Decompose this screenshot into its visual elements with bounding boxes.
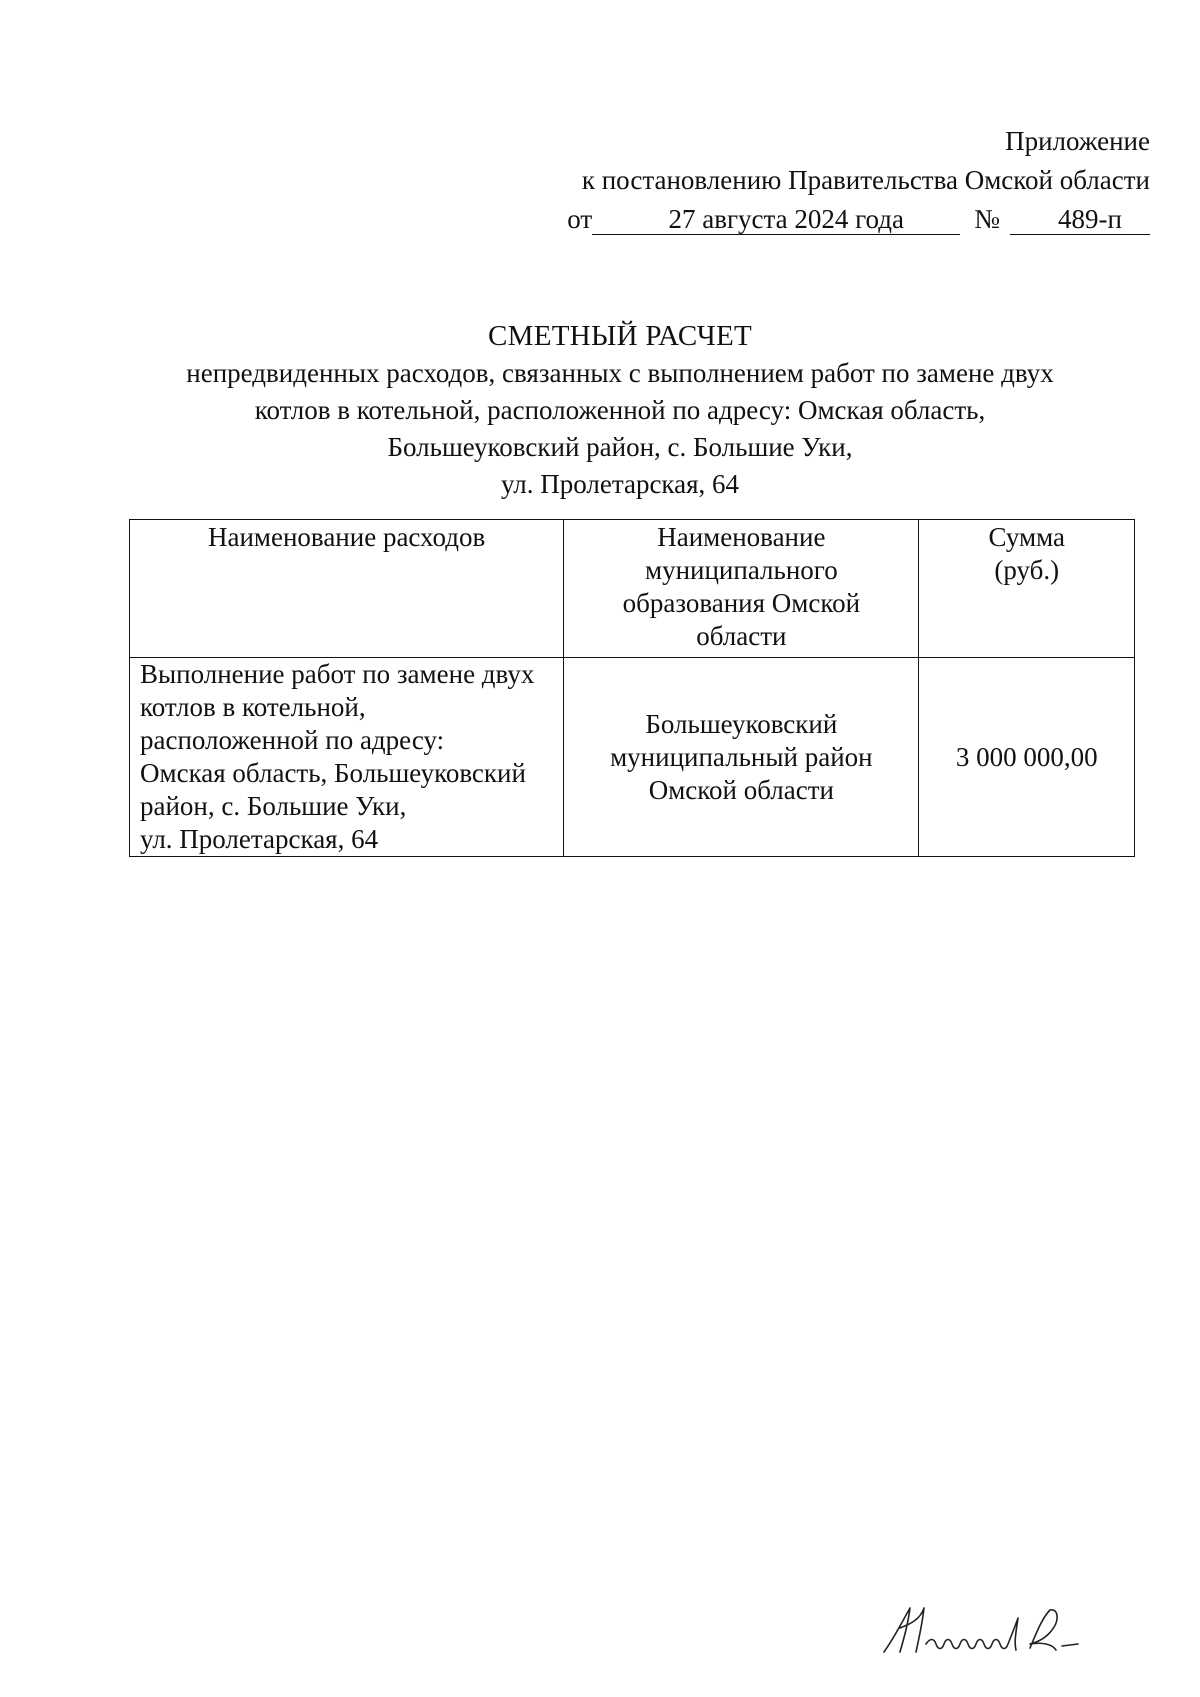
resolution-date: 27 августа 2024 года — [592, 204, 960, 235]
estimate-table — [129, 519, 1135, 857]
appendix-reference: к постановлению Правительства Омской области — [581, 165, 1150, 195]
table-header-row — [130, 520, 1135, 658]
header-municipality: Наименование муниципального образования Омской области — [564, 520, 919, 658]
heading-line: Большеуковский район, с. Большие Уки, — [387, 432, 853, 462]
number-sign: № — [974, 204, 1000, 234]
document-heading — [120, 318, 1120, 503]
appendix-header — [430, 122, 1150, 239]
table-row — [130, 658, 1135, 857]
handwritten-signature — [880, 1598, 1080, 1658]
municipality-cell: Большеуковский муниципальный район Омской области — [564, 658, 919, 857]
amount-cell: 3 000 000,00 — [919, 658, 1135, 857]
from-label: от — [567, 204, 593, 234]
document-title: СМЕТНЫЙ РАСЧЕТ — [488, 320, 752, 352]
expense-cell: Выполнение работ по замене двух котлов в котельной, расположенной по адресу: Омская область, Большеуковский район, с. Большие Уки, ул. Пролетарская, 64 — [130, 658, 564, 857]
header-expense-name: Наименование расходов — [130, 520, 564, 658]
heading-line: ул. Пролетарская, 64 — [500, 469, 740, 499]
appendix-title: Приложение — [1005, 126, 1150, 156]
header-amount: Сумма (руб.) — [919, 520, 1135, 658]
appendix-date-number-line — [567, 200, 1150, 239]
resolution-number: 489-п — [1010, 204, 1150, 235]
heading-line: котлов в котельной, расположенной по адресу: Омская область, — [254, 395, 986, 425]
heading-line: непредвиденных расходов, связанных с выполнением работ по замене двух — [186, 358, 1054, 388]
